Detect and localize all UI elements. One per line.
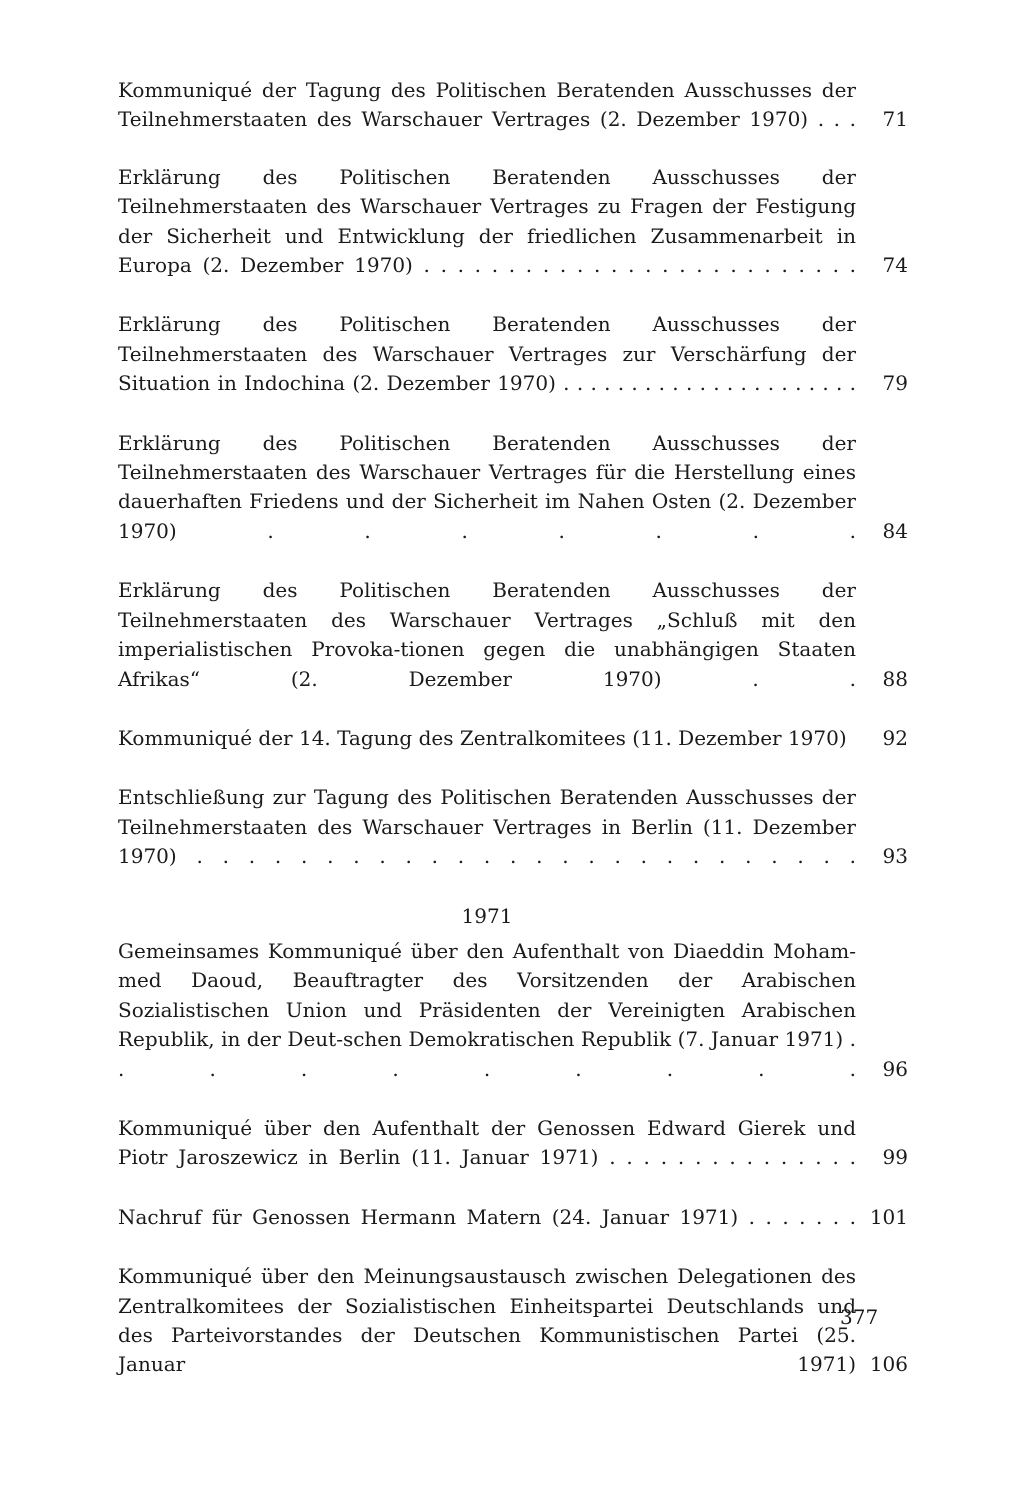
toc-entry-page: 106 bbox=[869, 1352, 908, 1377]
page-number: 377 bbox=[840, 1305, 879, 1329]
toc-entry bbox=[118, 937, 908, 1084]
toc-entry bbox=[118, 783, 908, 871]
toc-entry-title: Erklärung des Politischen Beratenden Ausschusses der Teilnehmerstaaten des Warschauer Vertrages „Schluß mit den imperialistischen Provoka-tionen gegen die unabhängigen Staaten Afrikas“ (2. Dezember 1970) . . bbox=[118, 578, 856, 691]
toc-entry-page: 71 bbox=[882, 107, 908, 132]
table-of-contents bbox=[118, 76, 908, 1380]
toc-entry-title: Gemeinsames Kommuniqué über den Aufenthalt von Diaeddin Moham-med Daoud, Beauftragter des Vorsitzenden der Arabischen Sozialistischen Union und Präsidenten der Vereinigten Arabischen Republik, in der Deut-schen Demokratischen Republik (7. Januar 1971) . . . . . . . . . . bbox=[118, 938, 856, 1081]
toc-entry-title: Nachruf für Genossen Hermann Matern (24. Januar 1971) . . . . . . . bbox=[118, 1204, 856, 1229]
toc-entry-title: Erklärung des Politischen Beratenden Ausschusses der Teilnehmerstaaten des Warschauer Vertrages zu Fragen der Festigung der Sicherheit und Entwicklung der friedlichen Zusammenarbeit in Europa (2. Dezember 1970) . . . . . . . . . . . . . . . . . . . . . . . . . . bbox=[118, 164, 856, 278]
toc-entry-title: Kommuniqué über den Meinungsaustausch zwischen Delegationen des Zentralkomitees der Sozialistischen Einheitspartei Deutschlands und des Parteivorstandes der Deutschen Kommunistischen Partei (25. Januar 1971) bbox=[118, 1264, 856, 1377]
toc-entry-title: Entschließung zur Tagung des Politischen Beratenden Ausschusses der Teilnehmerstaaten des Warschauer Vertrages in Berlin (11. Dezember 1970) . . . . . . . . . . . . . . . . . . . . . . . . . . bbox=[118, 785, 856, 869]
toc-entry-page: 93 bbox=[882, 844, 908, 869]
toc-entry bbox=[118, 724, 908, 753]
toc-entry bbox=[118, 310, 908, 398]
toc-entry-page: 74 bbox=[882, 253, 908, 278]
toc-entry bbox=[118, 1203, 908, 1232]
toc-entry-title: Kommuniqué der 14. Tagung des Zentralkomitees (11. Dezember 1970) bbox=[118, 725, 847, 750]
toc-entry-page: 101 bbox=[869, 1204, 908, 1229]
toc-entry-page: 99 bbox=[882, 1145, 908, 1170]
toc-entry-title: Kommuniqué über den Aufenthalt der Genossen Edward Gierek und Piotr Jaroszewicz in Berlin (11. Januar 1971) . . . . . . . . . . . . . . . bbox=[118, 1115, 856, 1170]
toc-entry-page: 84 bbox=[882, 518, 908, 543]
toc-entry bbox=[118, 576, 908, 694]
toc-entry-page: 88 bbox=[882, 666, 908, 691]
year-heading: 1971 bbox=[461, 903, 513, 928]
toc-entry-title: Erklärung des Politischen Beratenden Ausschusses der Teilnehmerstaaten des Warschauer Vertrages für die Herstellung eines dauerhaften Friedens und der Sicherheit im Nahen Osten (2. Dezember 1970) . . . . . . . bbox=[118, 430, 856, 543]
toc-entry bbox=[118, 163, 908, 281]
toc-entry-page: 92 bbox=[882, 725, 908, 750]
toc-entry-title: Kommuniqué der Tagung des Politischen Beratenden Ausschusses der Teilnehmerstaaten des Warschauer Vertrages (2. Dezember 1970) . . . bbox=[118, 78, 856, 132]
toc-entry bbox=[118, 1114, 908, 1173]
toc-entry bbox=[118, 1262, 908, 1380]
toc-entry bbox=[118, 76, 908, 135]
toc-entry-page: 79 bbox=[882, 371, 908, 396]
toc-entry-title: Erklärung des Politischen Beratenden Ausschusses der Teilnehmerstaaten des Warschauer Vertrages zur Verschärfung der Situation in Indochina (2. Dezember 1970) . . . . . . . . . . . . . . . . . . . . . . bbox=[118, 312, 856, 396]
toc-entry bbox=[118, 429, 908, 547]
toc-entry-page: 96 bbox=[882, 1056, 908, 1081]
